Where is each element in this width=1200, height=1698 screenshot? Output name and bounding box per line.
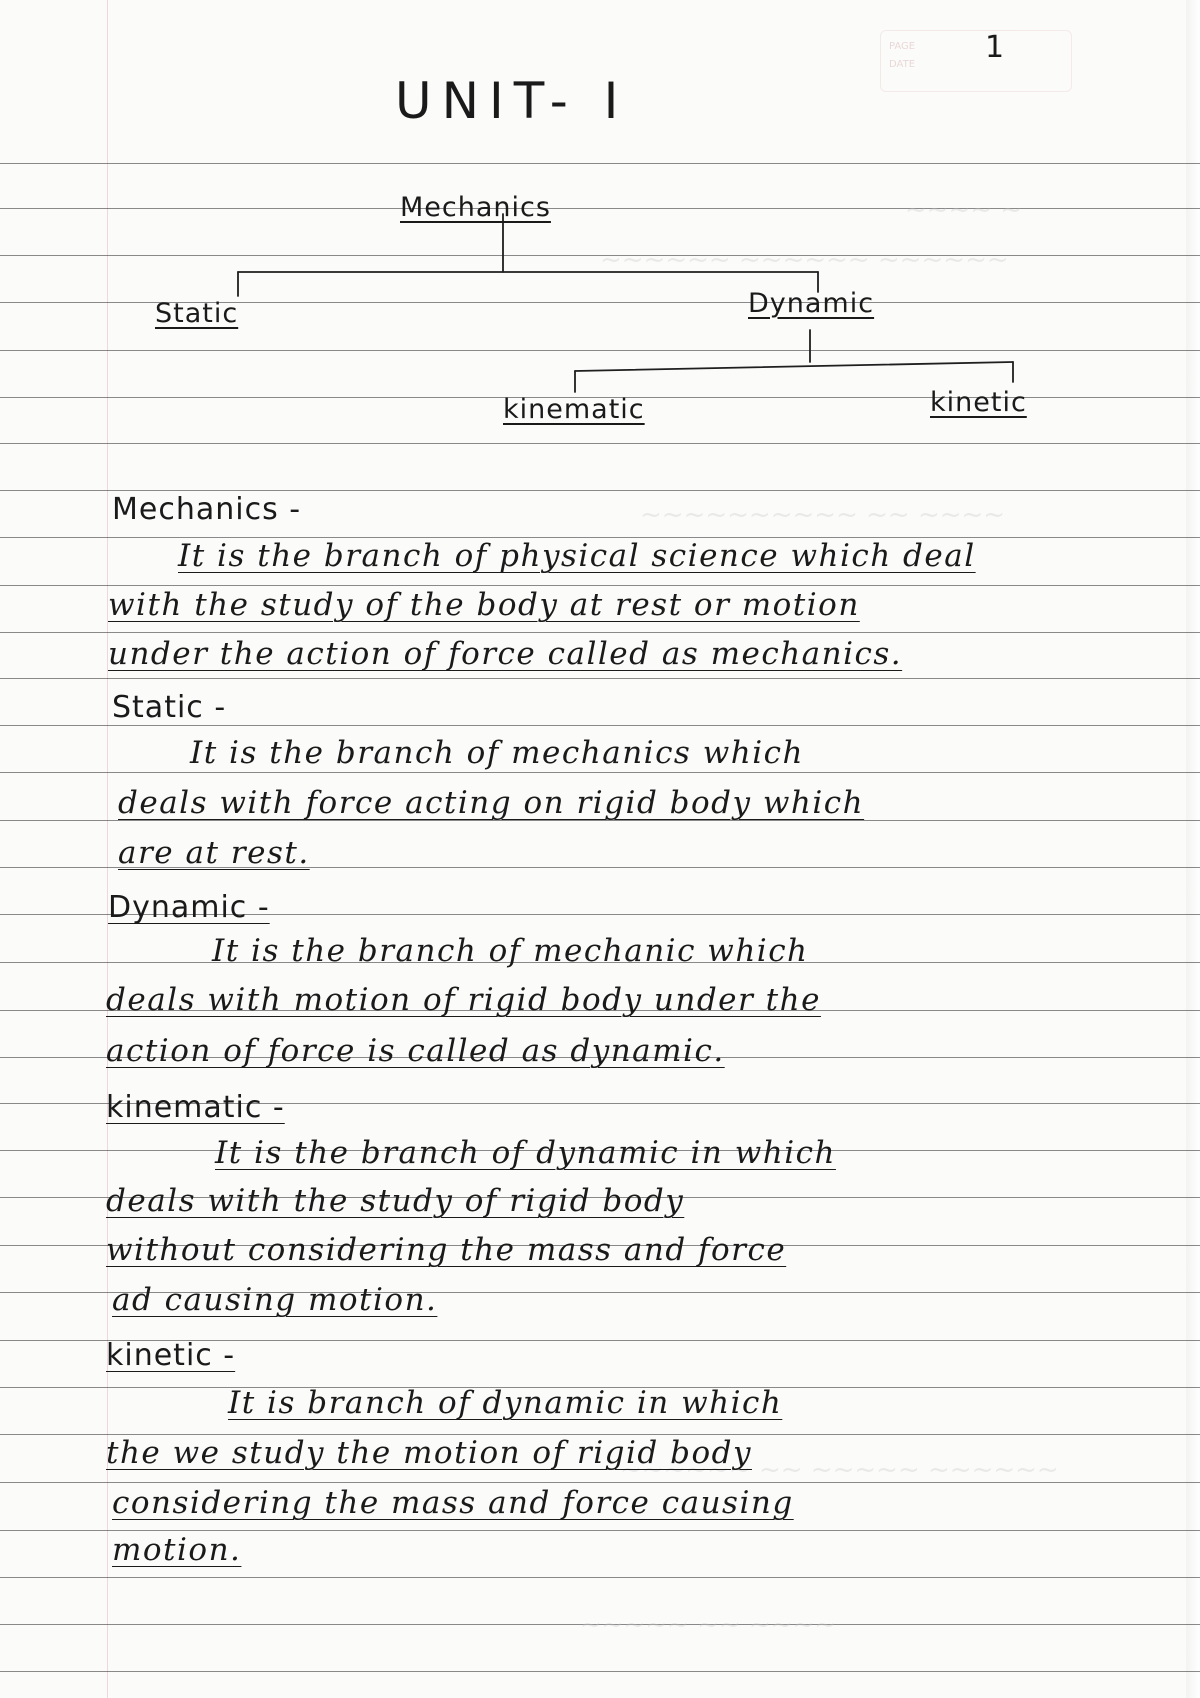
ruled-line [0,1577,1200,1578]
bleed-through-mark: ~~~~~ ~~ ~~~~ [580,1610,837,1640]
body-line: the we study the motion of rigid body [106,1435,752,1471]
ruled-line [0,490,1200,491]
bleed-through-mark: ~~~~ ~ [905,195,1023,225]
ruled-line [0,1530,1200,1531]
body-line: without considering the mass and force [106,1232,787,1268]
date-box-mark: PAGE [889,41,916,52]
body-line: It is branch of dynamic in which [228,1385,783,1421]
tree-node-kinematic: kinematic [503,394,645,425]
body-line: action of force is called as dynamic. [106,1033,725,1069]
body-line: It is the branch of mechanics which [190,735,804,771]
section-heading-dynamic: Dynamic - [108,890,270,925]
section-heading-mechanics: Mechanics - [112,492,302,527]
unit-title: UNIT- I [395,72,629,130]
ruled-line [0,632,1200,633]
ruled-line [0,585,1200,586]
body-line: It is the branch of dynamic in which [215,1135,836,1171]
body-line: motion. [112,1532,242,1568]
body-line: deals with motion of rigid body under the [106,982,821,1018]
ruled-line [0,163,1200,164]
ruled-line [0,678,1200,679]
body-line: considering the mass and force causing [112,1485,794,1521]
ruled-line [0,1671,1200,1672]
tree-node-kinetic: kinetic [930,387,1027,418]
page-number: 1 [985,30,1006,65]
body-line: with the study of the body at rest or motion [108,587,860,623]
tree-node-mechanics: Mechanics [400,192,551,223]
bleed-through-mark: ~~~~~~ ~~~~~~ ~~~~~~ [600,245,1009,275]
ruled-line [0,443,1200,444]
ruled-line [0,772,1200,773]
section-heading-kinetic: kinetic - [106,1338,236,1373]
tree-node-dynamic: Dynamic [748,288,875,319]
bleed-through-mark: ~~~~~~~~~~ ~~ ~~~~ [640,500,1006,530]
body-line: It is the branch of physical science which deal [178,538,976,574]
ruled-line [0,725,1200,726]
body-line: deals with force acting on rigid body which [118,785,865,821]
section-heading-kinematic: kinematic - [106,1090,285,1125]
section-heading-static: Static - [112,690,227,725]
tree-node-static: Static [155,298,239,329]
date-box-mark: DATE [889,59,916,70]
body-line: ad causing motion. [112,1282,438,1318]
body-line: It is the branch of mechanic which [212,933,809,969]
body-line: under the action of force called as mechanics. [108,636,903,672]
date-box [880,30,1072,92]
body-line: are at rest. [118,835,310,871]
body-line: deals with the study of rigid body [106,1183,685,1219]
tree-connector-level-2 [575,362,1013,371]
bleed-through-mark: ~~~~~~ ~~ ~~~~~ ~~~~~~ [620,1455,1059,1485]
ruled-line [0,350,1200,351]
